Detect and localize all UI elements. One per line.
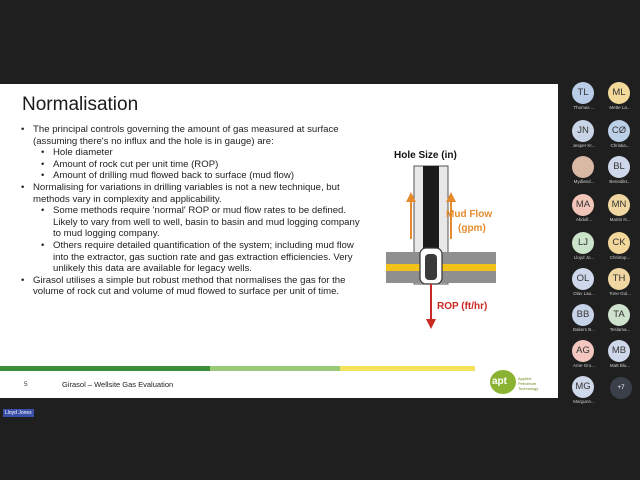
participant-tile[interactable] bbox=[600, 154, 640, 190]
avatar: AG bbox=[572, 340, 594, 362]
participant-name: Christop... bbox=[609, 255, 631, 260]
avatar: ML bbox=[608, 82, 630, 104]
participant-tile[interactable] bbox=[564, 338, 604, 374]
participant-tile[interactable] bbox=[600, 338, 640, 374]
sub-bullet: • Amount of drilling mud flowed back to surface (mud flow) bbox=[20, 170, 366, 182]
mud-flow-label: Mud Flow bbox=[446, 209, 493, 220]
apt-logo-mark: apt bbox=[492, 376, 507, 387]
avatar-photo bbox=[572, 156, 594, 178]
participant-name: Benedikt... bbox=[609, 179, 631, 184]
sub-bullet: • Amount of rock cut per unit time (ROP) bbox=[20, 159, 366, 171]
avatar: TA bbox=[608, 304, 630, 326]
sub-bullet: • Hole diameter bbox=[20, 147, 366, 159]
participant-tile[interactable] bbox=[600, 192, 640, 228]
participant-tile[interactable] bbox=[564, 80, 604, 116]
presentation-slide bbox=[0, 84, 558, 398]
avatar: CØ bbox=[608, 120, 630, 142]
hole-size-label: Hole Size (in) bbox=[394, 150, 457, 161]
sub-bullet: • Some methods require 'normal' ROP or mud flow rates to be defined. Likely to vary from well to well, basin to basin and mud logging company to mud logging company. bbox=[20, 205, 366, 240]
participant-name: Mydland... bbox=[573, 179, 595, 184]
participant-tile[interactable] bbox=[600, 118, 640, 154]
slide-body bbox=[20, 124, 366, 298]
bullet: • Normalising for variations in drilling variables is not a new technique, but methods vary in complexity and applicability. bbox=[20, 182, 366, 205]
footer-title: Girasol – Wellsite Gas Evaluation bbox=[62, 380, 174, 389]
avatar: TL bbox=[572, 82, 594, 104]
participant-name: Abdoll... bbox=[575, 217, 593, 222]
avatar: TH bbox=[608, 268, 630, 290]
more-participants-button[interactable]: +7 bbox=[610, 377, 632, 399]
avatar: MN bbox=[608, 194, 630, 216]
participant-tile[interactable] bbox=[600, 230, 640, 266]
apt-logo-text: Applied Petroleum Technology bbox=[518, 376, 539, 391]
avatar: MG bbox=[572, 376, 594, 398]
wellbore-diagram bbox=[384, 144, 556, 334]
participant-sidebar bbox=[560, 80, 640, 404]
rop-label: ROP (ft/hr) bbox=[437, 301, 488, 312]
participant-name: Jesper Kr... bbox=[572, 143, 596, 148]
avatar: LJ bbox=[572, 232, 594, 254]
drill-bit bbox=[425, 254, 437, 280]
avatar: JN bbox=[572, 120, 594, 142]
participant-name: Martin N... bbox=[609, 217, 631, 222]
participant-name: Bakers B... bbox=[572, 327, 595, 332]
bullet: • The principal controls governing the amount of gas measured at surface (assuming there's no influx and the hole is in gauge) are: bbox=[20, 124, 366, 147]
participant-name: Arne Gro... bbox=[572, 363, 595, 368]
participant-name: Thomas ... bbox=[573, 105, 595, 110]
mud-flow-unit-label: (gpm) bbox=[458, 223, 486, 234]
participant-tile[interactable] bbox=[600, 266, 640, 302]
participant-tile[interactable] bbox=[564, 302, 604, 338]
participant-tile[interactable] bbox=[600, 302, 640, 338]
slide-title: Normalisation bbox=[22, 94, 139, 115]
avatar: BB bbox=[572, 304, 594, 326]
participant-name: Margunn... bbox=[573, 399, 595, 404]
self-view-label: Lloyd Jones bbox=[5, 410, 32, 416]
participant-name: Lloyd Jo... bbox=[573, 255, 595, 260]
avatar: CK bbox=[608, 232, 630, 254]
rop-arrowhead bbox=[426, 319, 436, 329]
participant-name: Matt Blu... bbox=[609, 363, 631, 368]
participant-tile[interactable] bbox=[564, 154, 604, 190]
participant-name: Tone Gul... bbox=[609, 291, 631, 296]
participant-tile[interactable] bbox=[600, 80, 640, 116]
avatar: BL bbox=[608, 156, 630, 178]
avatar: MB bbox=[608, 340, 630, 362]
participant-tile[interactable] bbox=[564, 374, 604, 410]
sub-bullet: • Others require detailed quantification of the system; including mud flow into the extractor, gas suction rate and gas extraction efficiencies. Very unlikely this data are available for legacy wells. bbox=[20, 240, 366, 275]
footer-bar bbox=[0, 366, 558, 371]
participant-tile[interactable] bbox=[564, 266, 604, 302]
participant-name: Teslama... bbox=[609, 327, 631, 332]
avatar: OL bbox=[572, 268, 594, 290]
slide-number: 5 bbox=[24, 381, 28, 388]
avatar: MA bbox=[572, 194, 594, 216]
participant-tile[interactable] bbox=[564, 118, 604, 154]
participant-tile[interactable] bbox=[564, 230, 604, 266]
participant-name: Mette La... bbox=[609, 105, 631, 110]
bullet: • Girasol utilises a simple but robust method that normalises the gas for the volume of rock cut and volume of mud flowed to surface per unit of time. bbox=[20, 275, 366, 298]
participant-name: Christia... bbox=[610, 143, 630, 148]
participant-name: Olav Lau... bbox=[573, 291, 595, 296]
participant-tile[interactable] bbox=[564, 192, 604, 228]
